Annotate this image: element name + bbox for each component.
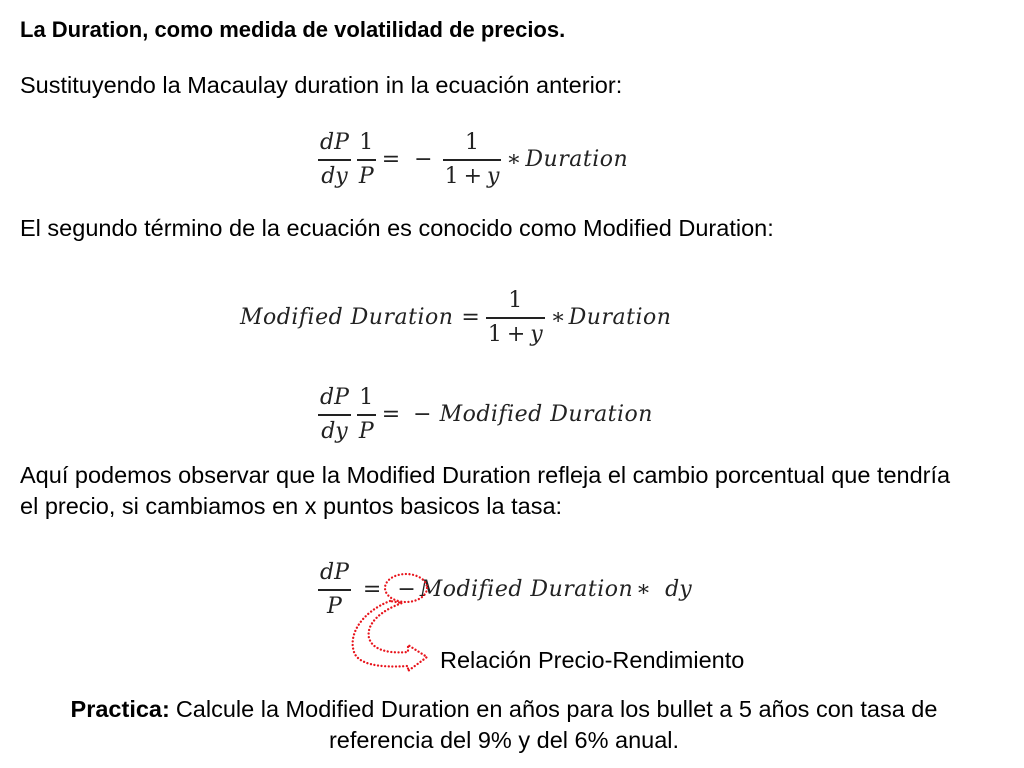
plus-sign: + [506,322,526,347]
numerator: 1 [359,385,374,410]
annotation-curved-arrow [353,601,427,671]
denominator: P [358,164,374,189]
numerator: 1 [465,130,480,155]
minus-sign: − [414,147,433,172]
fraction-dp-dy [318,131,351,189]
denominator [486,319,545,347]
observation-line: Aquí podemos observar que la Modified Duration refleja el cambio porcentual que tendría [20,462,951,488]
yield-variable: y [487,164,500,189]
denominator-constant: 1 [487,322,502,347]
denominator: P [327,594,342,619]
practice-label: Practica: [70,696,170,722]
equation-modified-duration-definition [240,288,671,348]
slide-title: La Duration, como medida de volatilidad de precios. [20,17,566,42]
fraction-1-p [357,386,376,444]
fraction-1-over-1-plus-y [443,131,502,189]
observation-line: el precio, si cambiamos en x puntos basicos la tasa: [20,493,563,519]
equals-sign: = [381,147,401,172]
fraction-dp-dy [318,386,351,444]
denominator [443,161,502,189]
plus-sign: + [463,164,483,189]
observation-text [20,460,950,522]
practice-text: Calcule la Modified Duration en años para los bullet a 5 años con tasa de [175,696,938,722]
intro-text: Sustituyendo la Macaulay duration in la ecuación anterior: [20,72,623,98]
modified-duration-term: Modified Duration [419,577,634,602]
numerator: 1 [508,288,523,313]
equals-sign: = [362,577,382,602]
modified-duration-term: Modified Duration [439,402,653,427]
fraction-1-over-1-plus-y [486,289,545,347]
duration-term: Duration [568,305,672,330]
equation-price-sensitivity-macaulay [318,130,628,190]
minus-sign: − [397,577,416,602]
multiply-sign: ∗ [636,577,652,602]
multiply-sign: ∗ [550,305,566,330]
numerator: dP [320,560,349,585]
denominator: dy [321,419,348,444]
denominator-constant: 1 [444,164,459,189]
minus-sign: − [413,402,432,427]
fraction-1-p [357,131,376,189]
modified-duration-term: Modified Duration [240,305,454,330]
duration-term: Duration [525,147,629,172]
numerator: 1 [359,130,374,155]
practice-line [0,694,1008,725]
denominator: P [358,419,374,444]
numerator: dP [320,385,349,410]
numerator: dP [320,130,349,155]
yield-variable: y [530,322,543,347]
dy-term: dy [665,577,692,602]
denominator: dy [321,164,348,189]
equals-sign: = [461,305,480,330]
annotation-overlay [340,565,440,677]
annotation-label: Relación Precio-Rendimiento [440,647,745,673]
practice-exercise [0,694,1008,756]
equals-sign: = [381,402,401,427]
modified-duration-intro: El segundo término de la ecuación es conocido como Modified Duration: [20,215,774,241]
multiply-sign: ∗ [506,147,522,172]
annotation-ellipse [385,574,427,602]
practice-line: referencia del 9% y del 6% anual. [328,727,680,753]
equation-price-sensitivity-modified [318,385,653,445]
